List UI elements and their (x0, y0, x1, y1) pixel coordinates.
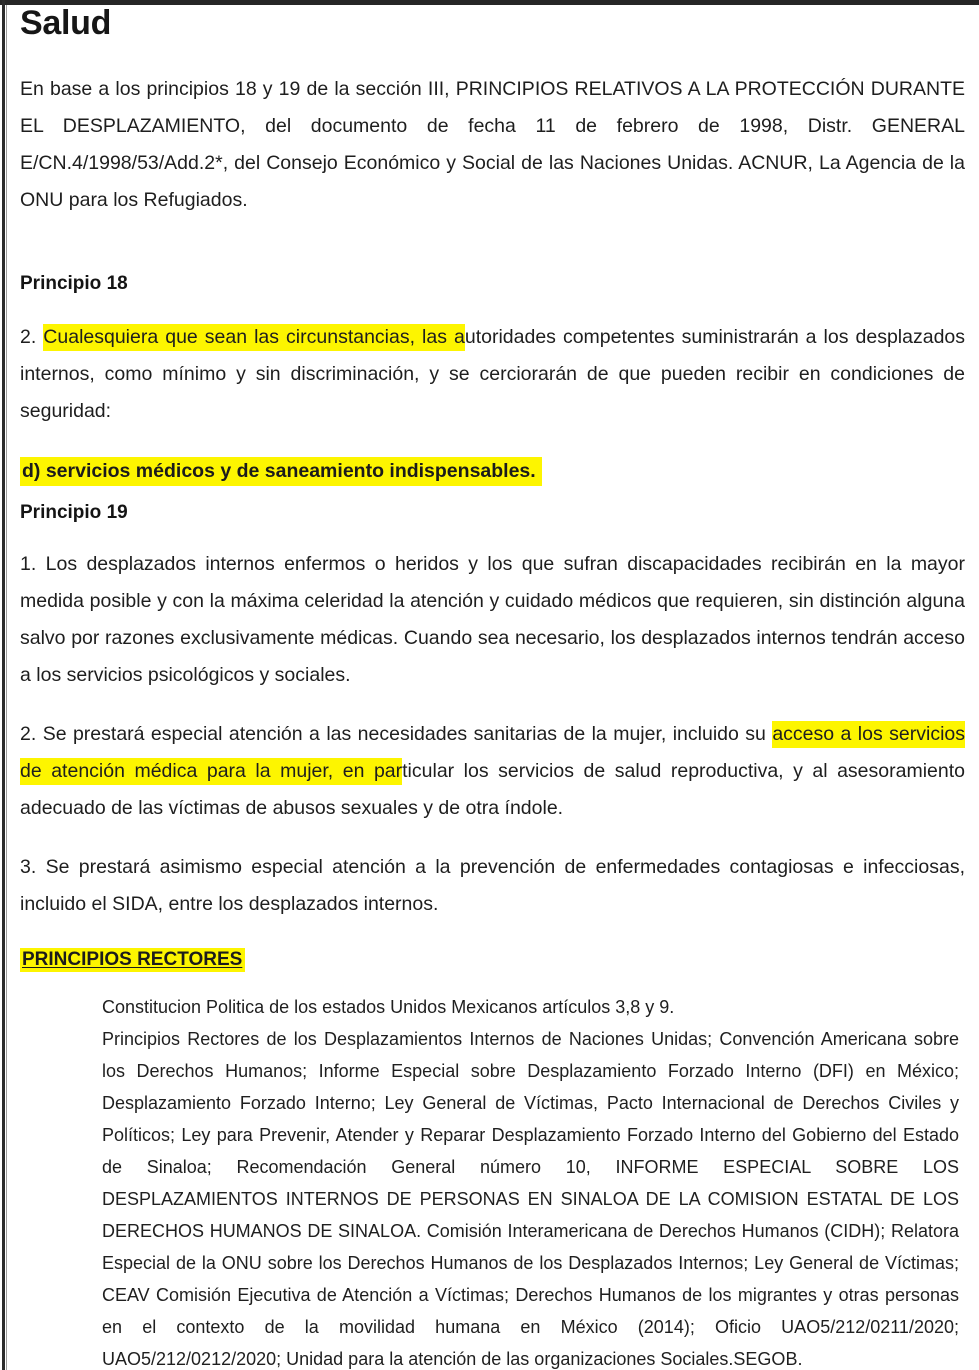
heading-principio-18: Principio 18 (20, 273, 128, 294)
highlight-cualesquiera: Cualesquiera que sean las circunstancias, las a (43, 324, 465, 351)
spacer-before-19-item-2 (20, 694, 965, 716)
principio-19-item-2 (20, 716, 965, 827)
heading-principio-19: Principio 19 (20, 502, 128, 523)
item-2-lead-text: 2. Se prestará especial atención a las necesidades sanitarias de la mujer, incluido su (20, 723, 773, 745)
spacer-before-principio-18 (20, 219, 965, 271)
highlight-servicios-medicos: d) servicios médicos y de saneamiento indispensables. (20, 457, 542, 486)
highlight-acceso-atencion-medica: acceso a los servicios de atención médica para la mujer, en par (20, 721, 965, 785)
references-block (20, 991, 965, 1370)
spacer-before-item-d (20, 430, 965, 456)
rectores-heading-wrapper (20, 947, 965, 973)
principio-19-item-3: 3. Se prestará asimismo especial atención a la prevención de enfermedades contagiosas e infecciosas, incluido el SIDA, entre los desplazados internos. (20, 856, 965, 915)
item-2-number: 2. (20, 326, 44, 348)
highlight-principios-rectores: PRINCIPIOS RECTORES (20, 948, 245, 972)
spacer-before-rectores (20, 923, 965, 947)
page-title: Salud (20, 4, 112, 42)
item-2-trailing-text: ticular los servicios de salud reproductiva, y al asesoramiento adecuado de las víctimas de abusos sexuales y de otra índole. (20, 760, 965, 819)
spacer-before-principio-19 (20, 486, 965, 500)
item-2-remainder: utoridades competentes suministrarán a los desplazados internos, como mínimo y sin discriminación, y se cerciorarán de que pueden recibir en condiciones de seguridad: (20, 326, 966, 422)
principio-18-item-2 (20, 319, 965, 430)
spacer-after-principio-19-heading (20, 526, 965, 546)
reference-item: Constitucion Politica de los estados Unidos Mexicanos artículos 3,8 y 9. (102, 997, 675, 1017)
principio-19-item-1: 1. Los desplazados internos enfermos o heridos y los que sufran discapacidades recibirán en la mayor medida posible y con la máxima celeridad la atención y cuidado médicos que requieren, sin distinción alguna salvo por razones exclusivamente médicas. Cuando sea necesario, los desplazados internos tendrán acceso a los servicios psicológicos y sociales. (20, 553, 965, 686)
spacer-after-title (20, 43, 965, 71)
principio-18-item-d (20, 456, 965, 486)
spacer-after-principio-18-heading (20, 297, 965, 319)
intro-paragraph: En base a los principios 18 y 19 de la sección III, PRINCIPIOS RELATIVOS A LA PROTECCIÓN DURANTE EL DESPLAZAMIENTO, del documento de fecha 11 de febrero de 1998, Distr. GENERAL E/CN.4/1998/53/Add.2*, del Consejo Económico y Social de las Naciones Unidas. ACNUR, La Agencia de la ONU para los Refugiados. (20, 78, 965, 211)
heading-principios-rectores (20, 947, 245, 973)
spacer-before-19-item-3 (20, 827, 965, 849)
reference-item: Principios Rectores de los Desplazamientos Internos de Naciones Unidas; Convención Americana sobre los Derechos Humanos; Informe Especial sobre Desplazamiento Forzado Interno (DFI) en México; Desplazamiento Forzado Interno; Ley General de Víctimas, Pacto Internacional de Derechos Civiles y Políticos; Ley para Prevenir, Atender y Reparar Desplazamiento Forzado Interno del Gobierno del Estado de Sinaloa; Recomendación General número 10, INFORME ESPECIAL SOBRE LOS DESPLAZAMIENTOS INTERNOS DE PERSONAS EN SINALOA DE LA COMISION ESTATAL DE LOS DERECHOS HUMANOS DE SINALOA. Comisión Interamericana de Derechos Humanos (CIDH); Relatora Especial de la ONU sobre los Derechos Humanos de los Desplazados Internos; Ley General de Víctimas; CEAV Comisión Ejecutiva de Atención a Víctimas; Derechos Humanos de los migrantes y otras personas en el contexto de la movilidad humana en México (2014); Oficio UAO5/212/0211/2020; UAO5/212/0212/2020; Unidad para la atención de las organizaciones Sociales.SEGOB. (102, 1029, 959, 1369)
